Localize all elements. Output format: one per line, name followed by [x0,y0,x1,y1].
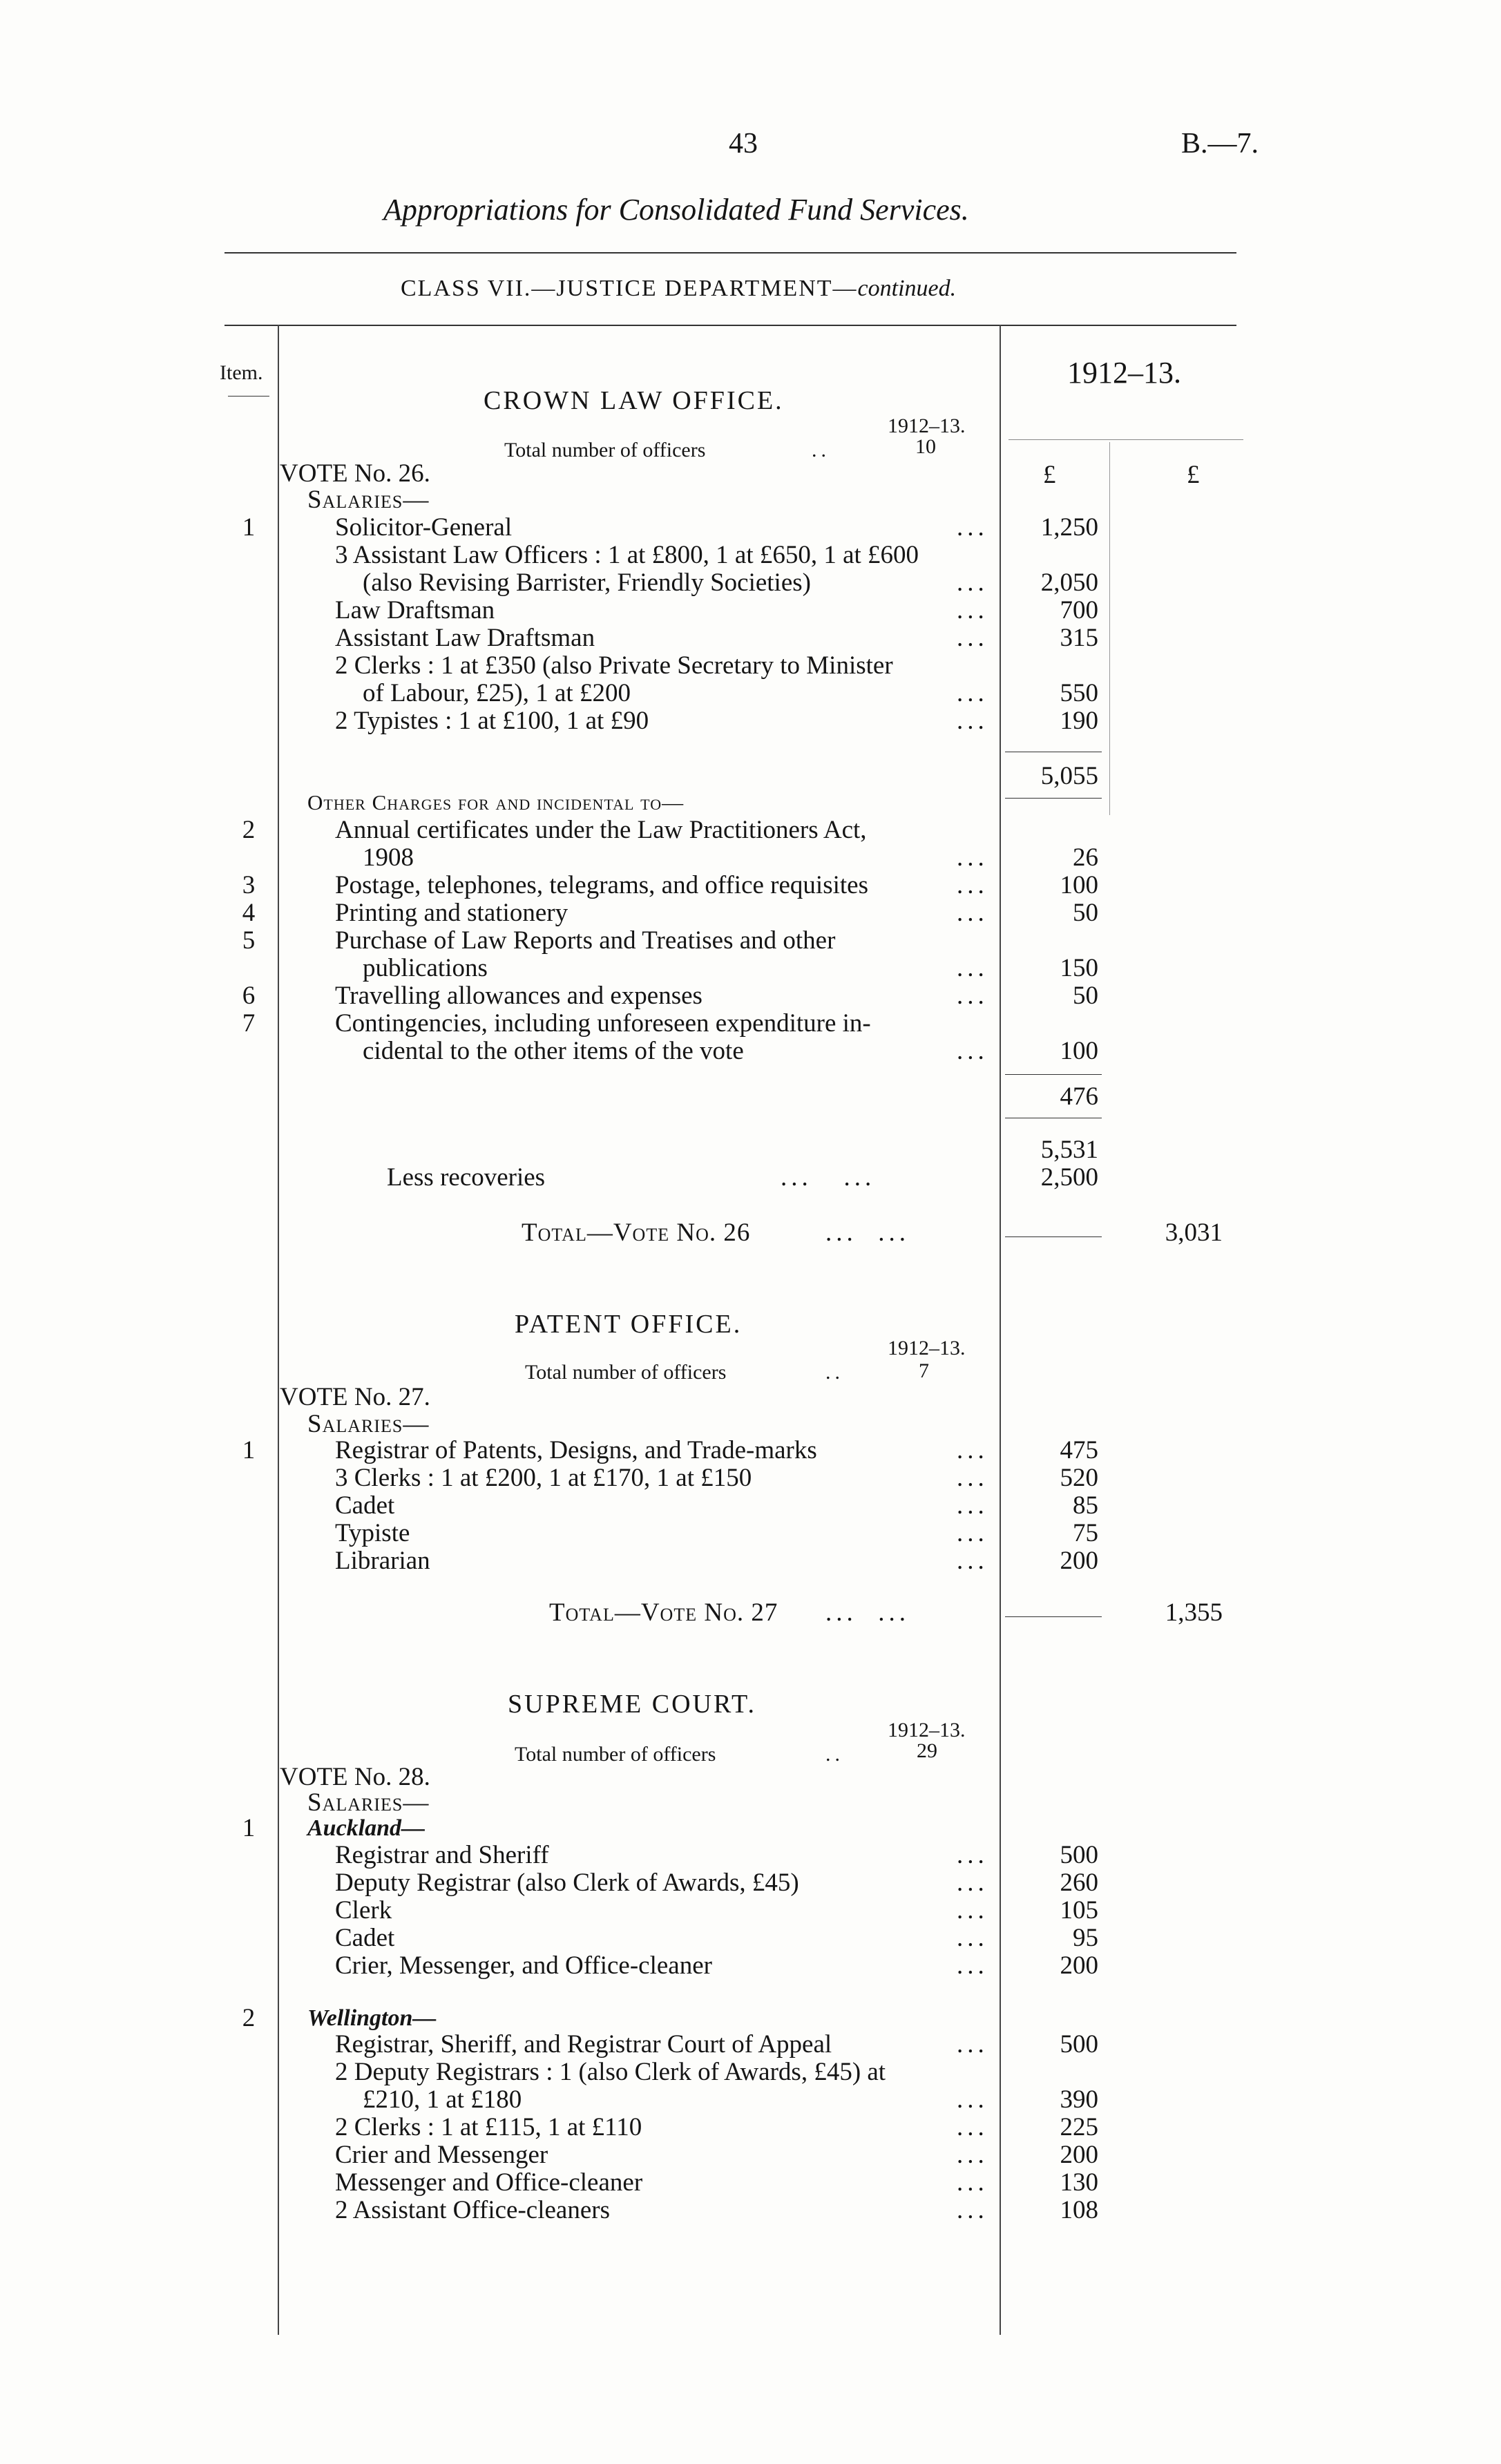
crown-other-row-text: Purchase of Law Reports and Treatises and other [335,926,836,955]
supreme-year: 1912–13. [888,1719,966,1741]
patent-salary-row-leader: ... [957,1464,988,1492]
wellington-row-text: 2 Clerks : 1 at £115, 1 at £110 [335,2113,642,2141]
crown-other-row-amount: 150 [1060,954,1098,982]
patent-salary-row-text: Typiste [335,1519,410,1547]
crown-salary-row-amount: 2,050 [1040,569,1098,597]
page-number: 43 [729,128,758,160]
crown-other-row-amount: 100 [1060,871,1098,899]
crown-salaries-total-rule [1005,798,1102,799]
supreme-salaries-heading: Salaries— [307,1788,430,1817]
crown-other-item-number: 3 [242,871,256,899]
auckland-row-text: Deputy Registrar (also Clerk of Awards, £45) [335,1869,799,1897]
crown-salary-row-text: Law Draftsman [335,596,495,624]
crown-other-row-leader: ... [957,899,988,927]
wellington-row-text: Registrar, Sheriff, and Registrar Court of Appeal [335,2030,832,2059]
crown-salary-row-leader: ... [957,624,988,652]
supreme-officers-leader: .. [825,1743,844,1766]
auckland-row-leader: ... [957,1869,988,1897]
crown-other-row-amount: 26 [1073,843,1098,872]
item-column-header: Item. [220,361,263,384]
patent-officers-count: 7 [919,1359,929,1382]
crown-salary-row-leader: ... [957,596,988,624]
crown-salary-row-text: of Labour, £25), 1 at £200 [363,679,631,707]
patent-salary-item-number: 1 [242,1436,256,1464]
crown-salary-row-amount: 700 [1060,596,1098,624]
crown-other-item-number: 2 [242,816,256,844]
crown-other-row-text: Travelling allowances and expenses [335,982,702,1010]
patent-vote-total-rule [1005,1616,1102,1617]
year-header-rule [1008,439,1243,440]
crown-officers-leader: .. [812,439,830,461]
auckland-row-text: Crier, Messenger, and Office-cleaner [335,1951,712,1980]
crown-salary-row-text: Solicitor-General [335,513,513,542]
crown-salary-row-amount: 550 [1060,679,1098,707]
supreme-vote-number: VOTE No. 28. [280,1763,430,1791]
patent-salary-row-amount: 520 [1060,1464,1098,1492]
crown-less-recoveries-leader: ... ... [781,1163,876,1192]
patent-officers-label: Total number of officers [525,1361,727,1384]
crown-year: 1912–13. [888,414,966,437]
crown-salary-row-amount: 190 [1060,707,1098,735]
crown-other-row-text: Annual certificates under the Law Practitioners Act, [335,816,867,844]
crown-salary-row-text: Assistant Law Draftsman [335,624,595,652]
page-title: Appropriations for Consolidated Fund Services. [383,193,969,227]
class-rule [224,325,1236,326]
crown-salary-item-number: 1 [242,513,256,542]
wellington-row-amount: 108 [1060,2196,1098,2224]
crown-other-row-text: publications [363,954,488,982]
crown-salary-row-text: (also Revising Barrister, Friendly Societies) [363,569,811,597]
patent-salary-row-text: Registrar of Patents, Designs, and Trade-marks [335,1436,817,1464]
year-column-header: 1912–13. [1067,356,1181,390]
crown-salary-row-leader: ... [957,707,988,735]
crown-other-row-text: Contingencies, including unforeseen expenditure in- [335,1009,871,1038]
crown-salaries-heading: Salaries— [307,486,430,514]
patent-vote-total-leader: ... ... [825,1598,910,1627]
wellington-row-amount: 500 [1060,2030,1098,2059]
crown-other-row-leader: ... [957,1037,988,1065]
crown-salary-row-text: 2 Typistes : 1 at £100, 1 at £90 [335,707,649,735]
patent-year: 1912–13. [888,1337,966,1359]
crown-other-row-text: Postage, telephones, telegrams, and office requisites [335,871,868,899]
wellington-row-text: £210, 1 at £180 [363,2085,522,2114]
patent-salary-row-amount: 75 [1073,1519,1098,1547]
crown-vote-total-leader: ... ... [825,1219,910,1247]
crown-other-row-leader: ... [957,982,988,1010]
patent-salary-row-text: 3 Clerks : 1 at £200, 1 at £170, 1 at £150 [335,1464,752,1492]
crown-other-charges-heading: Other Charges for and incidental to— [307,790,685,814]
crown-less-recoveries-amount: 2,500 [1040,1163,1098,1192]
crown-salary-row-text: 3 Assistant Law Officers : 1 at £800, 1 at £650, 1 at £600 [335,541,919,569]
crown-other-row-leader: ... [957,843,988,872]
patent-officers-leader: .. [825,1361,844,1384]
patent-salary-row-leader: ... [957,1491,988,1520]
patent-salary-row-amount: 85 [1073,1491,1098,1520]
crown-other-row-leader: ... [957,871,988,899]
wellington-row-amount: 225 [1060,2113,1098,2141]
crown-other-row-text: cidental to the other items of the vote [363,1037,744,1065]
crown-salary-row-amount: 315 [1060,624,1098,652]
wellington-row-leader: ... [957,2030,988,2059]
auckland-row-amount: 95 [1073,1924,1098,1952]
crown-vote-number: VOTE No. 26. [280,459,430,488]
auckland-row-leader: ... [957,1924,988,1952]
item-column-divider [278,325,279,2335]
crown-other-item-number: 7 [242,1009,256,1038]
patent-salary-row-leader: ... [957,1547,988,1575]
patent-salary-row-leader: ... [957,1436,988,1464]
patent-salaries-heading: Salaries— [307,1410,430,1438]
crown-less-recoveries-label: Less recoveries [387,1163,546,1192]
auckland-row-amount: 500 [1060,1841,1098,1869]
crown-other-total: 476 [1060,1082,1098,1111]
auckland-row-amount: 260 [1060,1869,1098,1897]
patent-office-heading: PATENT OFFICE. [515,1310,743,1339]
crown-other-rule [1005,1074,1102,1075]
auckland-row-text: Registrar and Sheriff [335,1841,549,1869]
crown-vote-total-rule [1005,1236,1102,1237]
wellington-heading: Wellington— [307,2005,437,2031]
crown-vote-total-amount: 3,031 [1165,1219,1223,1247]
wellington-row-leader: ... [957,2196,988,2224]
wellington-row-text: 2 Assistant Office-cleaners [335,2196,610,2224]
wellington-row-text: Messenger and Office-cleaner [335,2168,643,2197]
crown-other-item-number: 4 [242,899,256,927]
auckland-row-leader: ... [957,1841,988,1869]
crown-other-item-number: 6 [242,982,256,1010]
crown-other-row-leader: ... [957,954,988,982]
crown-gross-total: 5,531 [1040,1136,1098,1164]
supreme-officers-count: 29 [917,1739,937,1762]
auckland-row-amount: 105 [1060,1896,1098,1925]
crown-salary-row-amount: 1,250 [1040,513,1098,542]
patent-vote-total-label: Total—Vote No. 27 [549,1598,778,1627]
auckland-row-text: Clerk [335,1896,392,1925]
crown-salary-row-leader: ... [957,513,988,542]
pound-column-divider-2 [1109,767,1110,815]
wellington-row-leader: ... [957,2085,988,2114]
supreme-officers-label: Total number of officers [515,1743,716,1766]
patent-salary-row-text: Librarian [335,1547,430,1575]
crown-law-office-heading: CROWN LAW OFFICE. [484,386,784,415]
header-rule [224,252,1236,254]
document-reference: B.—7. [1181,128,1259,160]
patent-vote-number: VOTE No. 27. [280,1383,430,1411]
crown-other-row-amount: 50 [1073,899,1098,927]
wellington-row-text: Crier and Messenger [335,2141,548,2169]
crown-other-row-text: Printing and stationery [335,899,568,927]
pound-column-2: £ [1187,461,1200,489]
crown-other-row-amount: 50 [1073,982,1098,1010]
crown-other-row-amount: 100 [1060,1037,1098,1065]
crown-officers-count: 10 [915,435,936,458]
wellington-row-leader: ... [957,2168,988,2197]
wellington-row-amount: 390 [1060,2085,1098,2114]
pound-column-divider [1109,442,1110,767]
pound-column-1: £ [1043,461,1056,489]
patent-salary-row-amount: 475 [1060,1436,1098,1464]
auckland-item-number: 1 [242,1814,256,1842]
patent-salary-row-amount: 200 [1060,1547,1098,1575]
crown-salary-row-leader: ... [957,569,988,597]
crown-other-item-number: 5 [242,926,256,955]
crown-officers-label: Total number of officers [504,439,706,461]
auckland-row-text: Cadet [335,1924,395,1952]
item-header-rule [228,396,269,397]
wellington-row-text: 2 Deputy Registrars : 1 (also Clerk of Awards, £45) at [335,2058,886,2086]
crown-salary-row-leader: ... [957,679,988,707]
crown-salaries-total: 5,055 [1040,762,1098,790]
crown-vote-total-label: Total—Vote No. 26 [522,1219,751,1247]
auckland-row-leader: ... [957,1951,988,1980]
wellington-item-number: 2 [242,2004,256,2032]
patent-salary-row-text: Cadet [335,1491,395,1520]
patent-vote-total-amount: 1,355 [1165,1598,1223,1627]
supreme-court-heading: SUPREME COURT. [508,1690,756,1719]
wellington-row-amount: 200 [1060,2141,1098,2169]
class-heading: CLASS VII.—JUSTICE DEPARTMENT—continued. [401,276,957,301]
crown-other-row-text: 1908 [363,843,414,872]
wellington-row-amount: 130 [1060,2168,1098,2197]
auckland-row-amount: 200 [1060,1951,1098,1980]
wellington-row-leader: ... [957,2113,988,2141]
auckland-heading: Auckland— [307,1815,426,1841]
patent-salary-row-leader: ... [957,1519,988,1547]
auckland-row-leader: ... [957,1896,988,1925]
wellington-row-leader: ... [957,2141,988,2169]
crown-salary-row-text: 2 Clerks : 1 at £350 (also Private Secretary to Minister [335,651,893,680]
